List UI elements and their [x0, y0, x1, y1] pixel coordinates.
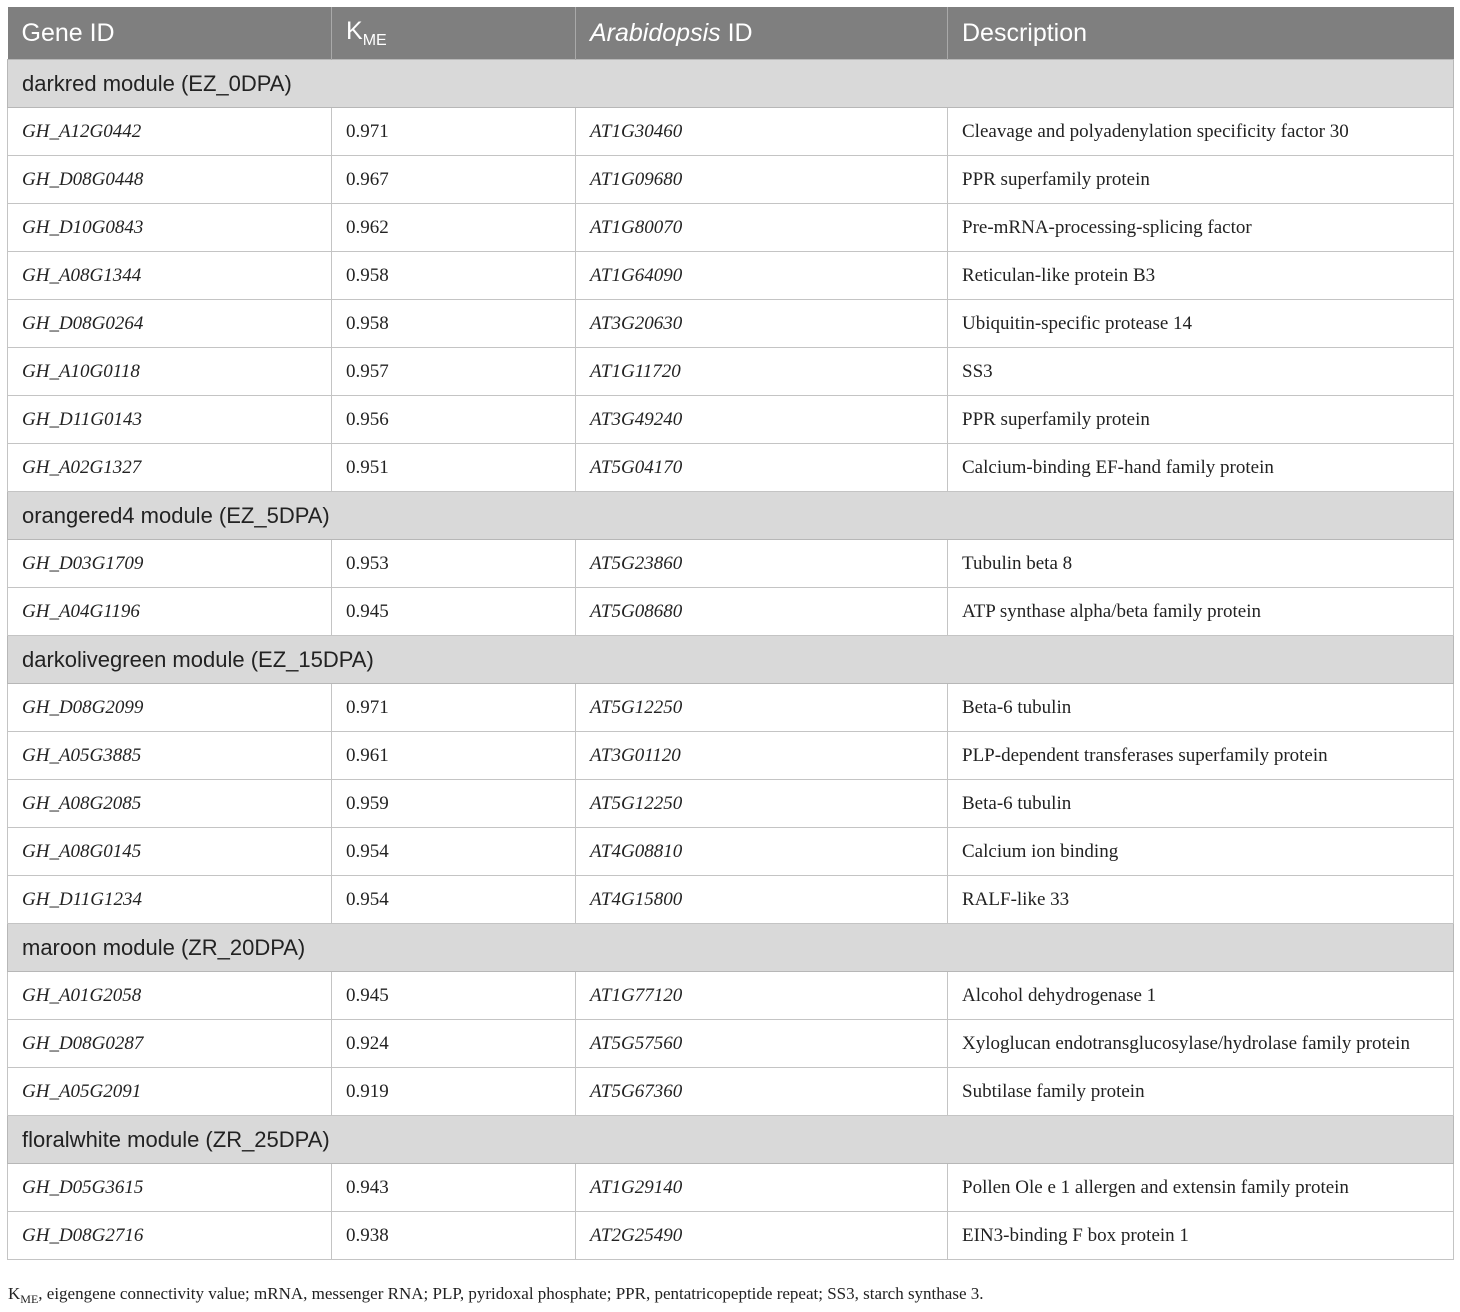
header-gene-id — [8, 7, 332, 60]
kme-cell: 0.959 — [332, 780, 576, 828]
gene-id-cell: GH_D11G0143 — [8, 396, 332, 444]
module-group-title: maroon module (ZR_20DPA) — [8, 924, 1454, 972]
description-cell: SS3 — [948, 348, 1454, 396]
header-arabidopsis-rest: ID — [720, 18, 753, 47]
gene-id-cell: GH_A12G0442 — [8, 108, 332, 156]
description-cell: Calcium ion binding — [948, 828, 1454, 876]
kme-cell: 0.971 — [332, 108, 576, 156]
header-description-label: Description — [962, 18, 1088, 47]
kme-cell: 0.962 — [332, 204, 576, 252]
description-cell: Subtilase family protein — [948, 1068, 1454, 1116]
description-cell: PPR superfamily protein — [948, 396, 1454, 444]
header-kme-subscript: ME — [362, 31, 387, 49]
table-row — [8, 1020, 1454, 1068]
table-row — [8, 588, 1454, 636]
header-arabidopsis-id — [576, 7, 948, 60]
gene-id-cell: GH_D08G0287 — [8, 1020, 332, 1068]
module-group-row — [8, 60, 1454, 108]
table-row — [8, 156, 1454, 204]
kme-cell: 0.967 — [332, 156, 576, 204]
table-row — [8, 108, 1454, 156]
gene-id-cell: GH_A02G1327 — [8, 444, 332, 492]
description-cell: Reticulan-like protein B3 — [948, 252, 1454, 300]
header-kme-label: K — [346, 16, 363, 45]
kme-cell: 0.919 — [332, 1068, 576, 1116]
gene-table — [7, 7, 1454, 1260]
kme-cell: 0.971 — [332, 684, 576, 732]
kme-cell: 0.954 — [332, 828, 576, 876]
table-row — [8, 1068, 1454, 1116]
table-header — [8, 7, 1454, 60]
module-group-row — [8, 1116, 1454, 1164]
description-cell: Beta-6 tubulin — [948, 684, 1454, 732]
module-group-title: floralwhite module (ZR_25DPA) — [8, 1116, 1454, 1164]
table-row — [8, 1164, 1454, 1212]
arabidopsis-id-cell: AT5G12250 — [576, 780, 948, 828]
description-cell: Cleavage and polyadenylation specificity factor 30 — [948, 108, 1454, 156]
gene-id-cell: GH_D08G2716 — [8, 1212, 332, 1260]
kme-cell: 0.945 — [332, 972, 576, 1020]
kme-cell: 0.953 — [332, 540, 576, 588]
arabidopsis-id-cell: AT1G64090 — [576, 252, 948, 300]
table-row — [8, 732, 1454, 780]
description-cell: Calcium-binding EF-hand family protein — [948, 444, 1454, 492]
gene-id-cell: GH_A08G1344 — [8, 252, 332, 300]
kme-cell: 0.924 — [332, 1020, 576, 1068]
footnote-text: , eigengene connectivity value; mRNA, messenger RNA; PLP, pyridoxal phosphate; PPR, pentatricopeptide repeat; SS3, starch synthase 3. — [38, 1284, 984, 1303]
kme-cell: 0.954 — [332, 876, 576, 924]
header-description — [948, 7, 1454, 60]
table-footnote — [8, 1284, 984, 1307]
header-arabidopsis-italic: Arabidopsis — [590, 18, 721, 47]
module-group-title: orangered4 module (EZ_5DPA) — [8, 492, 1454, 540]
arabidopsis-id-cell: AT3G49240 — [576, 396, 948, 444]
gene-id-cell: GH_A08G0145 — [8, 828, 332, 876]
gene-id-cell: GH_A01G2058 — [8, 972, 332, 1020]
table-row — [8, 780, 1454, 828]
arabidopsis-id-cell: AT4G15800 — [576, 876, 948, 924]
gene-id-cell: GH_D08G0264 — [8, 300, 332, 348]
table-row — [8, 828, 1454, 876]
description-cell: Tubulin beta 8 — [948, 540, 1454, 588]
arabidopsis-id-cell: AT5G67360 — [576, 1068, 948, 1116]
gene-id-cell: GH_A10G0118 — [8, 348, 332, 396]
gene-id-cell: GH_A05G2091 — [8, 1068, 332, 1116]
arabidopsis-id-cell: AT5G23860 — [576, 540, 948, 588]
description-cell: Alcohol dehydrogenase 1 — [948, 972, 1454, 1020]
description-cell: Pre-mRNA-processing-splicing factor — [948, 204, 1454, 252]
table-body — [8, 60, 1454, 1260]
footnote-sub: ME — [20, 1292, 39, 1306]
gene-id-cell: GH_D08G2099 — [8, 684, 332, 732]
module-group-row — [8, 924, 1454, 972]
kme-cell: 0.956 — [332, 396, 576, 444]
description-cell: Ubiquitin-specific protease 14 — [948, 300, 1454, 348]
table-row — [8, 252, 1454, 300]
header-gene-id-label: Gene ID — [21, 18, 115, 47]
arabidopsis-id-cell: AT3G01120 — [576, 732, 948, 780]
table-row — [8, 204, 1454, 252]
gene-id-cell: GH_A08G2085 — [8, 780, 332, 828]
description-cell: PPR superfamily protein — [948, 156, 1454, 204]
gene-id-cell: GH_D11G1234 — [8, 876, 332, 924]
table-row — [8, 396, 1454, 444]
arabidopsis-id-cell: AT5G12250 — [576, 684, 948, 732]
gene-id-cell: GH_D08G0448 — [8, 156, 332, 204]
table-row — [8, 540, 1454, 588]
table-row — [8, 684, 1454, 732]
arabidopsis-id-cell: AT5G08680 — [576, 588, 948, 636]
module-group-title: darkolivegreen module (EZ_15DPA) — [8, 636, 1454, 684]
gene-id-cell: GH_D03G1709 — [8, 540, 332, 588]
kme-cell: 0.958 — [332, 300, 576, 348]
gene-id-cell: GH_D05G3615 — [8, 1164, 332, 1212]
description-cell: ATP synthase alpha/beta family protein — [948, 588, 1454, 636]
arabidopsis-id-cell: AT3G20630 — [576, 300, 948, 348]
table-row — [8, 972, 1454, 1020]
gene-id-cell: GH_A04G1196 — [8, 588, 332, 636]
module-group-title: darkred module (EZ_0DPA) — [8, 60, 1454, 108]
table-row — [8, 876, 1454, 924]
gene-table-container — [7, 7, 1453, 1260]
arabidopsis-id-cell: AT1G29140 — [576, 1164, 948, 1212]
arabidopsis-id-cell: AT5G04170 — [576, 444, 948, 492]
arabidopsis-id-cell: AT1G09680 — [576, 156, 948, 204]
gene-id-cell: GH_D10G0843 — [8, 204, 332, 252]
description-cell: Pollen Ole e 1 allergen and extensin family protein — [948, 1164, 1454, 1212]
kme-cell: 0.943 — [332, 1164, 576, 1212]
kme-cell: 0.951 — [332, 444, 576, 492]
table-row — [8, 348, 1454, 396]
module-group-row — [8, 492, 1454, 540]
arabidopsis-id-cell: AT5G57560 — [576, 1020, 948, 1068]
gene-id-cell: GH_A05G3885 — [8, 732, 332, 780]
description-cell: EIN3-binding F box protein 1 — [948, 1212, 1454, 1260]
kme-cell: 0.938 — [332, 1212, 576, 1260]
kme-cell: 0.961 — [332, 732, 576, 780]
arabidopsis-id-cell: AT1G77120 — [576, 972, 948, 1020]
description-cell: Xyloglucan endotransglucosylase/hydrolase family protein — [948, 1020, 1454, 1068]
header-kme — [332, 7, 576, 60]
description-cell: Beta-6 tubulin — [948, 780, 1454, 828]
arabidopsis-id-cell: AT2G25490 — [576, 1212, 948, 1260]
arabidopsis-id-cell: AT1G30460 — [576, 108, 948, 156]
table-row — [8, 300, 1454, 348]
kme-cell: 0.957 — [332, 348, 576, 396]
table-row — [8, 1212, 1454, 1260]
description-cell: RALF-like 33 — [948, 876, 1454, 924]
arabidopsis-id-cell: AT1G80070 — [576, 204, 948, 252]
kme-cell: 0.958 — [332, 252, 576, 300]
description-cell: PLP-dependent transferases superfamily protein — [948, 732, 1454, 780]
footnote-k: K — [8, 1284, 21, 1303]
table-row — [8, 444, 1454, 492]
arabidopsis-id-cell: AT1G11720 — [576, 348, 948, 396]
module-group-row — [8, 636, 1454, 684]
kme-cell: 0.945 — [332, 588, 576, 636]
arabidopsis-id-cell: AT4G08810 — [576, 828, 948, 876]
